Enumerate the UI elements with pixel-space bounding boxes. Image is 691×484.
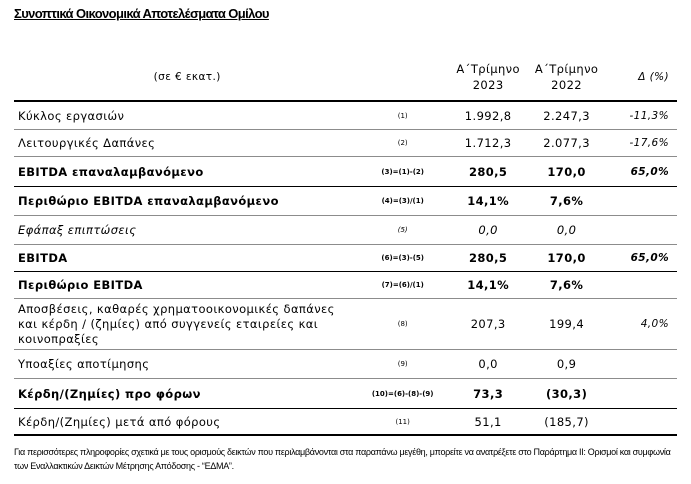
row-note: (6)=(3)-(5) <box>356 245 449 272</box>
row-note: (10)=(6)-(8)-(9) <box>356 379 449 409</box>
row-label: Κέρδη/(Ζημίες) μετά από φόρους <box>14 409 356 436</box>
row-value-2022: 170,0 <box>527 157 605 187</box>
table-row <box>14 350 677 379</box>
row-change <box>606 216 677 245</box>
row-label: EBITDA <box>14 245 356 272</box>
row-value-2022: 2.077,3 <box>527 130 605 157</box>
row-change: -11,3% <box>606 101 677 130</box>
unit-label: (σε € εκατ.) <box>14 54 356 101</box>
table-row <box>14 245 677 272</box>
col-change-header: Δ (%) <box>606 54 677 101</box>
row-note: (11) <box>356 409 449 436</box>
page-title: Συνοπτικά Οικονομικά Αποτελέσματα Ομίλου <box>14 6 269 21</box>
row-value-2023: 1.992,8 <box>449 101 527 130</box>
col-q1-2023-header <box>449 54 527 101</box>
row-change <box>606 272 677 299</box>
row-note: (3)=(1)-(2) <box>356 157 449 187</box>
table-header-row <box>14 54 677 101</box>
table-row <box>14 157 677 187</box>
row-change <box>606 379 677 409</box>
row-label: Αποσβέσεις, καθαρές χρηματοοικονομικές δαπάνες και κέρδη / (ζημίες) από συγγενείς εταιρείες και κοινοπραξίες <box>14 299 356 350</box>
row-label: Κύκλος εργασιών <box>14 101 356 130</box>
table-row <box>14 216 677 245</box>
row-value-2023: 14,1% <box>449 187 527 216</box>
row-value-2023: 14,1% <box>449 272 527 299</box>
row-change: 4,0% <box>606 299 677 350</box>
row-label: Περιθώριο EBITDA επαναλαμβανόμενο <box>14 187 356 216</box>
table-row <box>14 101 677 130</box>
row-change <box>606 409 677 436</box>
row-note: (2) <box>356 130 449 157</box>
row-change <box>606 350 677 379</box>
row-value-2023: 0,0 <box>449 216 527 245</box>
table-row <box>14 409 677 436</box>
table-row <box>14 187 677 216</box>
row-value-2023: 207,3 <box>449 299 527 350</box>
row-note: (8) <box>356 299 449 350</box>
table-row <box>14 299 677 350</box>
row-change <box>606 187 677 216</box>
row-value-2023: 51,1 <box>449 409 527 436</box>
row-value-2023: 280,5 <box>449 245 527 272</box>
row-note: (1) <box>356 101 449 130</box>
row-change: 65,0% <box>606 245 677 272</box>
col-q1-2022-header <box>527 54 605 101</box>
row-value-2023: 280,5 <box>449 157 527 187</box>
row-label: Λειτουργικές Δαπάνες <box>14 130 356 157</box>
table-row <box>14 379 677 409</box>
note-header <box>356 54 449 101</box>
col1-line1: Α΄Τρίμηνο <box>456 62 520 76</box>
row-label: Εφάπαξ επιπτώσεις <box>14 216 356 245</box>
col1-line2: 2023 <box>472 78 504 92</box>
col2-line1: Α΄Τρίμηνο <box>534 62 599 76</box>
row-value-2022: 199,4 <box>527 299 605 350</box>
row-note: (4)=(3)/(1) <box>356 187 449 216</box>
row-change: -17,6% <box>606 130 677 157</box>
row-label: Περιθώριο EBITDA <box>14 272 356 299</box>
row-value-2022: 0,9 <box>527 350 605 379</box>
row-note: (5) <box>356 216 449 245</box>
row-value-2022: (30,3) <box>527 379 605 409</box>
row-note: (7)=(6)/(1) <box>356 272 449 299</box>
row-label: EBITDA επαναλαμβανόμενο <box>14 157 356 187</box>
row-value-2022: 0,0 <box>527 216 605 245</box>
footnote: Για περισσότερες πληροφορίες σχετικά με τους ορισμούς δεικτών που περιλαμβάνονται στα παραπάνω μεγέθη, μπορείτε να ανατρέξετε στο Παράρτημα ΙΙ: Ορισμοί και συμφωνία των Εναλλακτικών Δεικτών Μέτρησης Απόδοσης - “ΕΔΜΑ”. <box>14 447 671 471</box>
row-change: 65,0% <box>606 157 677 187</box>
table-row <box>14 130 677 157</box>
row-value-2023: 73,3 <box>449 379 527 409</box>
row-label: Υποαξίες αποτίμησης <box>14 350 356 379</box>
financial-summary-table <box>14 54 677 436</box>
row-value-2022: 2.247,3 <box>527 101 605 130</box>
row-value-2022: (185,7) <box>527 409 605 436</box>
table-row <box>14 272 677 299</box>
col2-line2: 2022 <box>551 78 583 92</box>
row-value-2022: 7,6% <box>527 187 605 216</box>
row-value-2023: 0,0 <box>449 350 527 379</box>
row-value-2023: 1.712,3 <box>449 130 527 157</box>
row-value-2022: 170,0 <box>527 245 605 272</box>
row-label: Κέρδη/(Ζημίες) προ φόρων <box>14 379 356 409</box>
row-value-2022: 7,6% <box>527 272 605 299</box>
row-note: (9) <box>356 350 449 379</box>
